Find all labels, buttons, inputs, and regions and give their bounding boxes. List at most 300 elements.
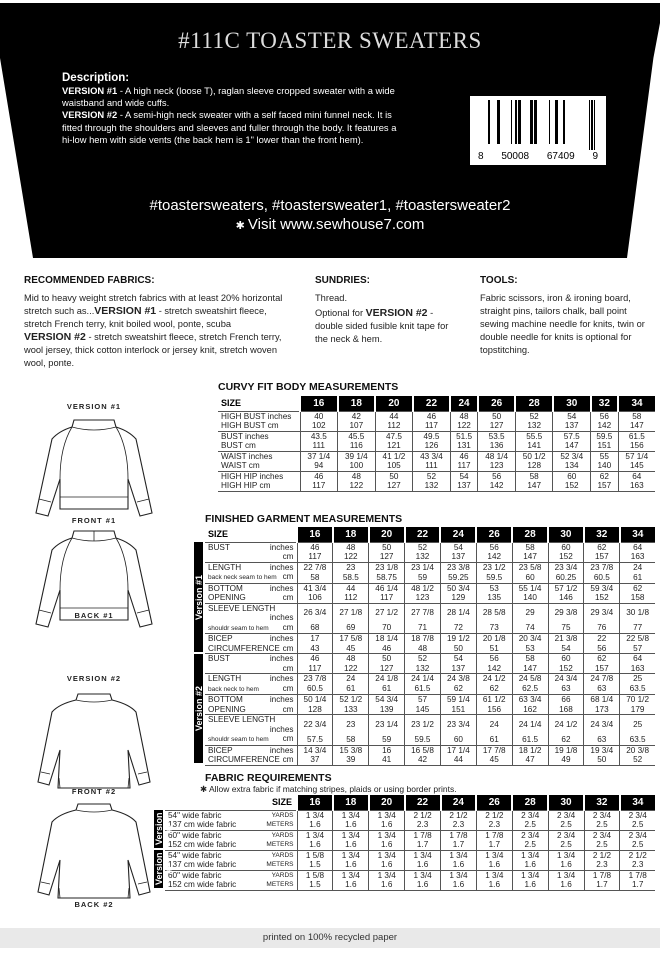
value-cell: 62: [584, 654, 620, 664]
value-cell: 50 3/4: [440, 583, 476, 593]
table-row: [218, 481, 655, 491]
value-cell: 46: [297, 542, 333, 552]
asterisk-icon: ✱: [200, 784, 210, 794]
size-col-header: 32: [591, 396, 619, 411]
value-cell: 23 3/4: [440, 715, 476, 735]
value-cell: 152: [584, 593, 620, 603]
value-cell: 2 3/4: [620, 830, 655, 840]
value-cell: 68 1/4: [584, 695, 620, 705]
table-row: [165, 870, 655, 880]
value-cell: 1 3/4: [369, 810, 405, 820]
row-label: BICEP inches: [205, 634, 297, 644]
table-row: [205, 664, 655, 674]
value-cell: 127: [375, 481, 413, 491]
value-cell: 2 1/2: [405, 810, 441, 820]
value-cell: 157: [584, 664, 620, 674]
value-cell: 102: [300, 421, 338, 431]
value-cell: 152: [548, 664, 584, 674]
value-cell: 137: [450, 481, 478, 491]
value-cell: 128: [297, 705, 333, 715]
fabrics-heading: RECOMMENDED FABRICS:: [24, 275, 155, 286]
value-cell: 158: [620, 593, 655, 603]
value-cell: 68: [297, 623, 333, 634]
value-cell: 111: [300, 441, 338, 451]
value-cell: 58: [333, 734, 369, 745]
value-cell: 43.5: [300, 431, 338, 441]
value-cell: 23 1/2: [476, 562, 512, 572]
value-cell: 50: [369, 542, 405, 552]
value-cell: 45.5: [338, 431, 376, 441]
value-cell: 59: [369, 734, 405, 745]
value-cell: 61.5: [618, 431, 655, 441]
value-cell: 56: [476, 542, 512, 552]
value-cell: 50 1/4: [297, 695, 333, 705]
value-cell: 2.3: [441, 820, 477, 830]
value-cell: 62: [476, 684, 512, 695]
value-cell: 25: [620, 674, 655, 684]
value-cell: 52: [515, 411, 553, 421]
value-cell: 46: [413, 411, 451, 421]
value-cell: 2 3/4: [548, 830, 584, 840]
value-cell: 58.5: [333, 572, 369, 583]
table-row: [205, 705, 655, 715]
value-cell: 163: [620, 664, 655, 674]
value-cell: 50: [440, 644, 476, 654]
front-1-sketch: [34, 417, 154, 517]
value-cell: 60: [512, 572, 548, 583]
value-cell: 162: [512, 705, 548, 715]
value-cell: 42: [338, 411, 376, 421]
value-cell: 122: [338, 481, 376, 491]
value-cell: 1 3/4: [476, 870, 512, 880]
table-row: [205, 593, 655, 603]
value-cell: 1.6: [369, 860, 405, 870]
value-cell: 131: [450, 441, 478, 451]
size-label: SIZE: [205, 527, 297, 542]
value-cell: 21 3/8: [548, 634, 584, 644]
size-col-header: 30: [548, 527, 584, 542]
barcode-bar: [511, 100, 512, 144]
value-cell: 48: [405, 644, 441, 654]
table-row: [205, 644, 655, 654]
value-cell: 122: [333, 664, 369, 674]
value-cell: 163: [620, 552, 655, 562]
value-cell: 47: [512, 755, 548, 765]
value-cell: 41: [369, 755, 405, 765]
value-cell: 56: [476, 654, 512, 664]
barcode-bar: [497, 100, 500, 144]
value-cell: 28 1/4: [440, 603, 476, 623]
size-col-header: 26: [476, 527, 512, 542]
v1-label: VERSION #1: [94, 305, 157, 317]
v1-fabrics: - stretch sweatshirt fleece, stretch French terry, knit boiled wool, ponte, scuba: [24, 306, 267, 329]
table-row: [205, 572, 655, 583]
value-cell: 54: [440, 654, 476, 664]
value-cell: 39: [333, 755, 369, 765]
value-cell: 1 3/4: [548, 870, 584, 880]
value-cell: 57.5: [553, 431, 591, 441]
value-cell: 29 3/4: [584, 603, 620, 623]
body-measurements-table: [218, 396, 655, 492]
row-label: BUST inches: [205, 654, 297, 664]
value-cell: 2.3: [584, 860, 620, 870]
value-cell: 51: [476, 644, 512, 654]
value-cell: 57 1/4: [618, 451, 655, 461]
sundries-pre: Optional for: [315, 308, 366, 318]
value-cell: 2.5: [512, 820, 548, 830]
value-cell: 2.5: [620, 840, 655, 850]
value-cell: 1.6: [333, 860, 369, 870]
value-cell: 2.5: [548, 840, 584, 850]
value-cell: 1.6: [476, 880, 512, 890]
table-row: [165, 850, 655, 860]
hashtags-block: [0, 196, 660, 236]
value-cell: 71: [405, 623, 441, 634]
row-label: cm: [205, 552, 297, 562]
value-cell: 2.5: [584, 840, 620, 850]
value-cell: 147: [618, 421, 655, 431]
value-cell: 16 5/8: [405, 745, 441, 755]
value-cell: 1 3/4: [369, 830, 405, 840]
sketch-label: FRONT #1: [71, 516, 117, 525]
version-tag: Version #2: [194, 654, 203, 763]
value-cell: 137: [553, 421, 591, 431]
value-cell: 2 3/4: [512, 810, 548, 820]
row-label: 60" wide fabric YARDS: [165, 830, 297, 840]
v1-text: - A high neck (loose T), raglan sleeve cropped sweater with a wide waistband and wide cuffs.: [62, 85, 395, 109]
value-cell: 156: [476, 705, 512, 715]
value-cell: 62: [584, 542, 620, 552]
value-cell: 2.5: [584, 820, 620, 830]
value-cell: 24 1/4: [405, 674, 441, 684]
value-cell: 1 3/4: [441, 870, 477, 880]
value-cell: 1 5/8: [297, 870, 333, 880]
size-col-header: 22: [413, 396, 451, 411]
value-cell: 2 1/2: [476, 810, 512, 820]
barcode-digit: 67409: [546, 151, 575, 162]
value-cell: 55 1/4: [512, 583, 548, 593]
value-cell: 24: [333, 674, 369, 684]
v2-text: - A semi-high neck sweater with a self faced mini funnel neck. It is fitted through the shoulders and sleeves and fuller through the body. It features a hi-low hem with side vents (the back hem is 1" lower than the front hem).: [62, 109, 397, 145]
size-col-header: 20: [369, 795, 405, 810]
value-cell: 63.5: [620, 684, 655, 695]
website-link[interactable]: Visit www.sewhouse7.com: [247, 216, 425, 233]
value-cell: 156: [618, 441, 655, 451]
value-cell: 117: [450, 461, 478, 471]
value-cell: 1 3/4: [369, 870, 405, 880]
value-cell: 51.5: [450, 431, 478, 441]
size-col-header: 18: [338, 396, 376, 411]
value-cell: 1 7/8: [476, 830, 512, 840]
table-row: [218, 411, 655, 421]
table-row: [205, 684, 655, 695]
value-cell: 2.3: [620, 860, 655, 870]
value-cell: 43 3/4: [413, 451, 451, 461]
sundries: [315, 274, 450, 346]
value-cell: 111: [413, 461, 451, 471]
sketch-label: BACK #2: [74, 900, 114, 909]
size-col-header: 34: [620, 795, 655, 810]
value-cell: 1 3/4: [297, 810, 333, 820]
value-cell: 62: [591, 471, 619, 481]
sketch-label: VERSION #1: [66, 402, 122, 411]
value-cell: 63 3/4: [512, 695, 548, 705]
value-cell: 41 1/2: [375, 451, 413, 461]
size-col-header: 32: [584, 527, 620, 542]
value-cell: 77: [620, 623, 655, 634]
value-cell: 44: [375, 411, 413, 421]
value-cell: 48: [338, 471, 376, 481]
value-cell: 135: [476, 593, 512, 603]
value-cell: 22 5/8: [620, 634, 655, 644]
size-col-header: 24: [440, 527, 476, 542]
value-cell: 37 1/4: [300, 451, 338, 461]
value-cell: 2 3/4: [512, 830, 548, 840]
table-row: [205, 695, 655, 705]
value-cell: 157: [584, 552, 620, 562]
value-cell: 60: [553, 471, 591, 481]
value-cell: 54: [553, 411, 591, 421]
value-cell: 60: [548, 654, 584, 664]
size-col-header: 28: [515, 396, 553, 411]
size-label: SIZE: [165, 795, 297, 810]
size-col-header: 34: [620, 527, 655, 542]
row-label: shouldr seam to hem cm: [205, 734, 297, 745]
row-label: LENGTH inches: [205, 674, 297, 684]
value-cell: 173: [584, 705, 620, 715]
value-cell: 122: [333, 552, 369, 562]
value-cell: 17: [297, 634, 333, 644]
row-label: back neck to hem cm: [205, 684, 297, 695]
size-col-header: 26: [478, 396, 516, 411]
barcode-bar: [563, 100, 565, 144]
value-cell: 1.5: [297, 860, 333, 870]
barcode-bar: [534, 100, 537, 144]
finished-measurements-table: [205, 527, 655, 766]
barcode-bar: [518, 100, 521, 144]
value-cell: 28 5/8: [476, 603, 512, 623]
value-cell: 1.6: [405, 860, 441, 870]
value-cell: 58: [512, 654, 548, 664]
fabric-note-text: Allow extra fabric if matching stripes, plaids or using border prints.: [209, 784, 457, 794]
value-cell: 1 3/4: [297, 830, 333, 840]
value-cell: 48 1/2: [405, 583, 441, 593]
value-cell: 1.6: [333, 820, 369, 830]
row-label: CIRCUMFERENCE cm: [205, 755, 297, 765]
barcode-bar: [594, 100, 595, 150]
value-cell: 1 7/8: [405, 830, 441, 840]
value-cell: 116: [338, 441, 376, 451]
hashtags: #toastersweaters, #toastersweater1, #toastersweater2: [149, 197, 511, 214]
value-cell: 142: [476, 664, 512, 674]
value-cell: 1.6: [369, 880, 405, 890]
table-row: [205, 542, 655, 552]
value-cell: 74: [512, 623, 548, 634]
value-cell: 55.5: [515, 431, 553, 441]
row-label: SLEEVE LENGTH inches: [205, 715, 297, 735]
value-cell: 52 1/2: [333, 695, 369, 705]
value-cell: 127: [478, 421, 516, 431]
version-tag: Version #2: [154, 850, 163, 888]
version-tag: Version #1: [154, 810, 163, 848]
value-cell: 53: [476, 583, 512, 593]
value-cell: 59.25: [440, 572, 476, 583]
value-cell: 2 3/4: [584, 830, 620, 840]
value-cell: 24 1/4: [512, 715, 548, 735]
value-cell: 1.6: [548, 860, 584, 870]
body-measurements-title: CURVY FIT BODY MEASUREMENTS: [218, 381, 399, 393]
finished-measurements-title: FINISHED GARMENT MEASUREMENTS: [205, 513, 403, 525]
value-cell: 52: [405, 542, 441, 552]
value-cell: 23 3/4: [548, 562, 584, 572]
row-label: SLEEVE LENGTH inches: [205, 603, 297, 623]
row-label: 137 cm wide fabric METERS: [165, 860, 297, 870]
value-cell: 1.5: [297, 880, 333, 890]
version-tag: Version #1: [194, 542, 203, 652]
row-label: OPENING cm: [205, 593, 297, 603]
value-cell: 1 3/4: [333, 810, 369, 820]
value-cell: 61: [333, 684, 369, 695]
size-header-row: [218, 396, 655, 411]
table-row: [165, 840, 655, 850]
value-cell: 133: [333, 705, 369, 715]
row-label: 152 cm wide fabric METERS: [165, 880, 297, 890]
tools: [480, 274, 655, 357]
value-cell: 25: [620, 715, 655, 735]
size-col-header: 20: [375, 396, 413, 411]
value-cell: 70: [369, 623, 405, 634]
value-cell: 168: [548, 705, 584, 715]
sundries-post: - double sided fusible knit tape for the neck & hem.: [315, 308, 449, 344]
value-cell: 23: [333, 715, 369, 735]
table-row: [205, 634, 655, 644]
front-2-sketch: [34, 690, 154, 790]
size-header-row: [205, 527, 655, 542]
value-cell: 2 3/4: [548, 810, 584, 820]
row-label: BOTTOM inches: [205, 583, 297, 593]
table-row: [218, 431, 655, 441]
table-row: [218, 451, 655, 461]
row-label: HIGH BUST inches: [218, 411, 300, 421]
value-cell: 1.6: [441, 860, 477, 870]
value-cell: 151: [440, 705, 476, 715]
barcode-bar: [530, 100, 533, 144]
value-cell: 1 3/4: [333, 850, 369, 860]
value-cell: 24: [476, 715, 512, 735]
value-cell: 132: [405, 664, 441, 674]
value-cell: 142: [476, 552, 512, 562]
value-cell: 2.5: [620, 820, 655, 830]
value-cell: 29: [512, 603, 548, 623]
value-cell: 62.5: [512, 684, 548, 695]
value-cell: 2.3: [405, 820, 441, 830]
size-col-header: 26: [476, 795, 512, 810]
value-cell: 1.7: [441, 840, 477, 850]
value-cell: 46: [450, 451, 478, 461]
value-cell: 54: [440, 542, 476, 552]
value-cell: 1 3/4: [333, 830, 369, 840]
size-col-header: 20: [369, 527, 405, 542]
table-row: [205, 734, 655, 745]
value-cell: 147: [512, 664, 548, 674]
value-cell: 2 3/4: [584, 810, 620, 820]
description-heading: Description:: [62, 72, 130, 84]
value-cell: 1.6: [369, 840, 405, 850]
barcode-digit: 50008: [501, 151, 530, 162]
value-cell: 57.5: [297, 734, 333, 745]
value-cell: 20 3/8: [620, 745, 655, 755]
value-cell: 24 1/8: [369, 674, 405, 684]
row-label: cm: [205, 664, 297, 674]
value-cell: 61: [369, 684, 405, 695]
value-cell: 50: [478, 411, 516, 421]
footer: printed on 100% recycled paper: [0, 928, 660, 948]
value-cell: 1.7: [620, 880, 655, 890]
sketch-label: FRONT #2: [71, 787, 117, 796]
value-cell: 52 3/4: [553, 451, 591, 461]
value-cell: 145: [618, 461, 655, 471]
row-label: BUST inches: [205, 542, 297, 552]
table-row: [165, 810, 655, 820]
value-cell: 141: [515, 441, 553, 451]
size-col-header: 30: [548, 795, 584, 810]
value-cell: 54 3/4: [369, 695, 405, 705]
value-cell: 55: [591, 451, 619, 461]
sketch-label: BACK #1: [74, 611, 114, 620]
row-label: back neck seam to hem cm: [205, 572, 297, 583]
size-col-header: 34: [618, 396, 655, 411]
value-cell: 23 7/8: [584, 562, 620, 572]
value-cell: 50 1/2: [515, 451, 553, 461]
value-cell: 26 3/4: [297, 603, 333, 623]
description: [62, 72, 402, 146]
value-cell: 2 1/2: [584, 850, 620, 860]
value-cell: 117: [369, 593, 405, 603]
size-col-header: 28: [512, 527, 548, 542]
value-cell: 2 1/2: [441, 810, 477, 820]
barcode-bar: [555, 100, 558, 144]
value-cell: 117: [413, 421, 451, 431]
recommended-fabrics: [24, 274, 294, 370]
table-row: [205, 562, 655, 572]
size-col-header: 24: [441, 795, 477, 810]
value-cell: 19 1/2: [440, 634, 476, 644]
value-cell: 152: [553, 481, 591, 491]
value-cell: 1 3/4: [333, 870, 369, 880]
barcode-digit: 8: [478, 151, 484, 162]
value-cell: 1.6: [333, 880, 369, 890]
value-cell: 100: [338, 461, 376, 471]
value-cell: 2.5: [548, 820, 584, 830]
value-cell: 24 3/4: [584, 715, 620, 735]
row-label: HIGH HIP cm: [218, 481, 300, 491]
value-cell: 60.5: [297, 684, 333, 695]
table-row: [205, 755, 655, 765]
value-cell: 140: [591, 461, 619, 471]
barcode-bar: [589, 100, 590, 150]
value-cell: 50: [369, 654, 405, 664]
size-label: SIZE: [218, 396, 300, 411]
value-cell: 23 1/2: [405, 715, 441, 735]
row-label: BOTTOM inches: [205, 695, 297, 705]
value-cell: 49: [548, 755, 584, 765]
value-cell: 24 7/8: [584, 674, 620, 684]
table-row: [205, 583, 655, 593]
value-cell: 24 1/2: [548, 715, 584, 735]
back-2-sketch: [34, 800, 154, 900]
row-label: WAIST cm: [218, 461, 300, 471]
table-row: [218, 471, 655, 481]
